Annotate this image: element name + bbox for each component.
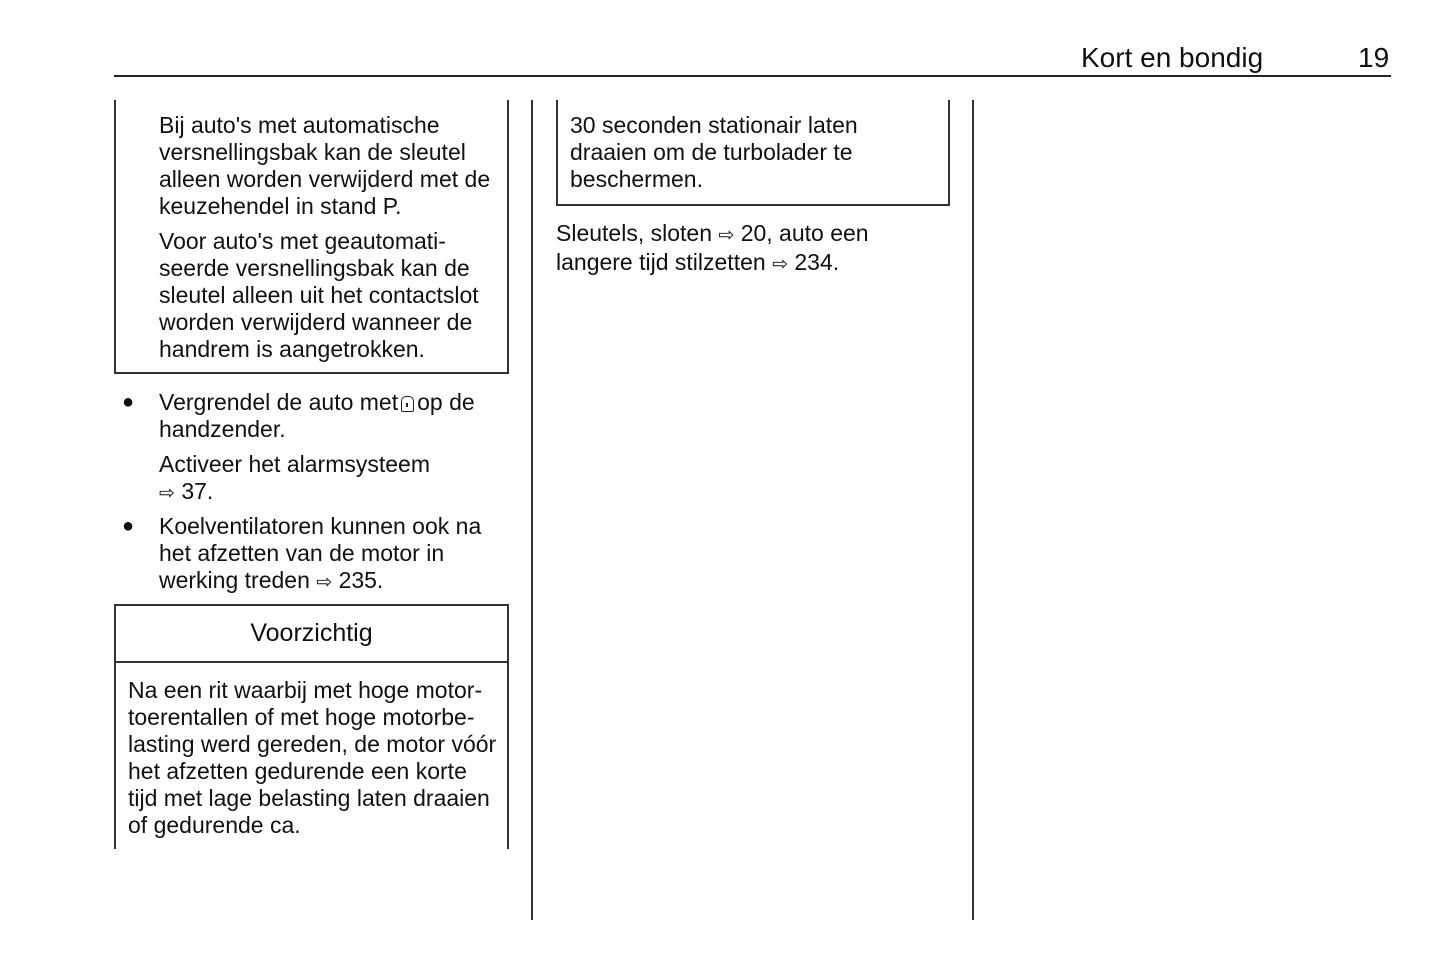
list-item: [159, 389, 509, 515]
reference-text: Sleutels, sloten: [556, 220, 712, 246]
bullet-subtext: Activeer het alarmsysteem: [159, 451, 430, 477]
arrow-icon: ⇨: [159, 483, 175, 504]
caution-box-border: [556, 204, 950, 206]
page-reference-link[interactable]: [316, 567, 383, 593]
caution-box-border: [948, 100, 950, 206]
caution-text-continued: 30 seconden stationair laten draaien om de turbolader te beschermen.: [570, 112, 858, 192]
header-rule: [114, 75, 1391, 77]
arrow-icon: ⇨: [316, 572, 333, 593]
note-box-border: [114, 372, 509, 374]
arrow-icon: ⇨: [718, 225, 735, 246]
caution-box-border: [114, 604, 509, 606]
reference-page: 234.: [794, 249, 840, 275]
page-number: 19: [1358, 42, 1390, 73]
page-reference-link[interactable]: [718, 220, 868, 246]
page-reference-link[interactable]: [772, 249, 839, 275]
reference-page: 235.: [338, 567, 384, 593]
note-box-border: [114, 100, 116, 374]
bullet-text: op de handzender.: [159, 389, 475, 442]
note-paragraph: Voor auto's met geautomati-seerde versnellingsbak kan de sleutel alleen uit het contactslot worden verwijderd wanneer de handrem is aangetrokken.: [159, 228, 479, 362]
bullet-text: Koelventilatoren kunnen ook na het afzetten van de motor in werking treden: [159, 513, 482, 593]
reference-paragraph: [556, 220, 956, 278]
reference-text: langere tijd stilzetten: [556, 249, 766, 275]
caution-box-border: [556, 100, 558, 206]
note-box-border: [507, 100, 509, 374]
reference-page: 20, auto een: [740, 220, 869, 246]
reference-page: 37.: [181, 478, 214, 504]
column-divider: [531, 100, 533, 920]
page-reference-link[interactable]: [159, 478, 213, 504]
caution-title: Voorzichtig: [250, 619, 373, 647]
caution-text: Na een rit waarbij met hoge motor-toerentallen of met hoge motorbe-lasting werd gereden, de motor vóór het afzetten gedurende een korte tijd met lage belasting laten draaien of gedurende ca.: [128, 677, 497, 838]
list-item: [159, 513, 509, 596]
bullet-icon: ●: [122, 391, 135, 413]
bullet-text: Vergrendel de auto met: [159, 389, 399, 415]
column-divider: [972, 100, 974, 920]
section-title: Kort en bondig: [1081, 42, 1264, 73]
note-box: [159, 112, 499, 371]
lock-icon: [401, 396, 414, 412]
bullet-icon: ●: [122, 515, 135, 537]
note-paragraph: Bij auto's met automatische versnellingsbak kan de sleutel alleen worden verwijderd met de keuzehendel in stand P.: [159, 112, 491, 219]
arrow-icon: ⇨: [772, 254, 788, 275]
caution-box-border: [114, 661, 509, 663]
